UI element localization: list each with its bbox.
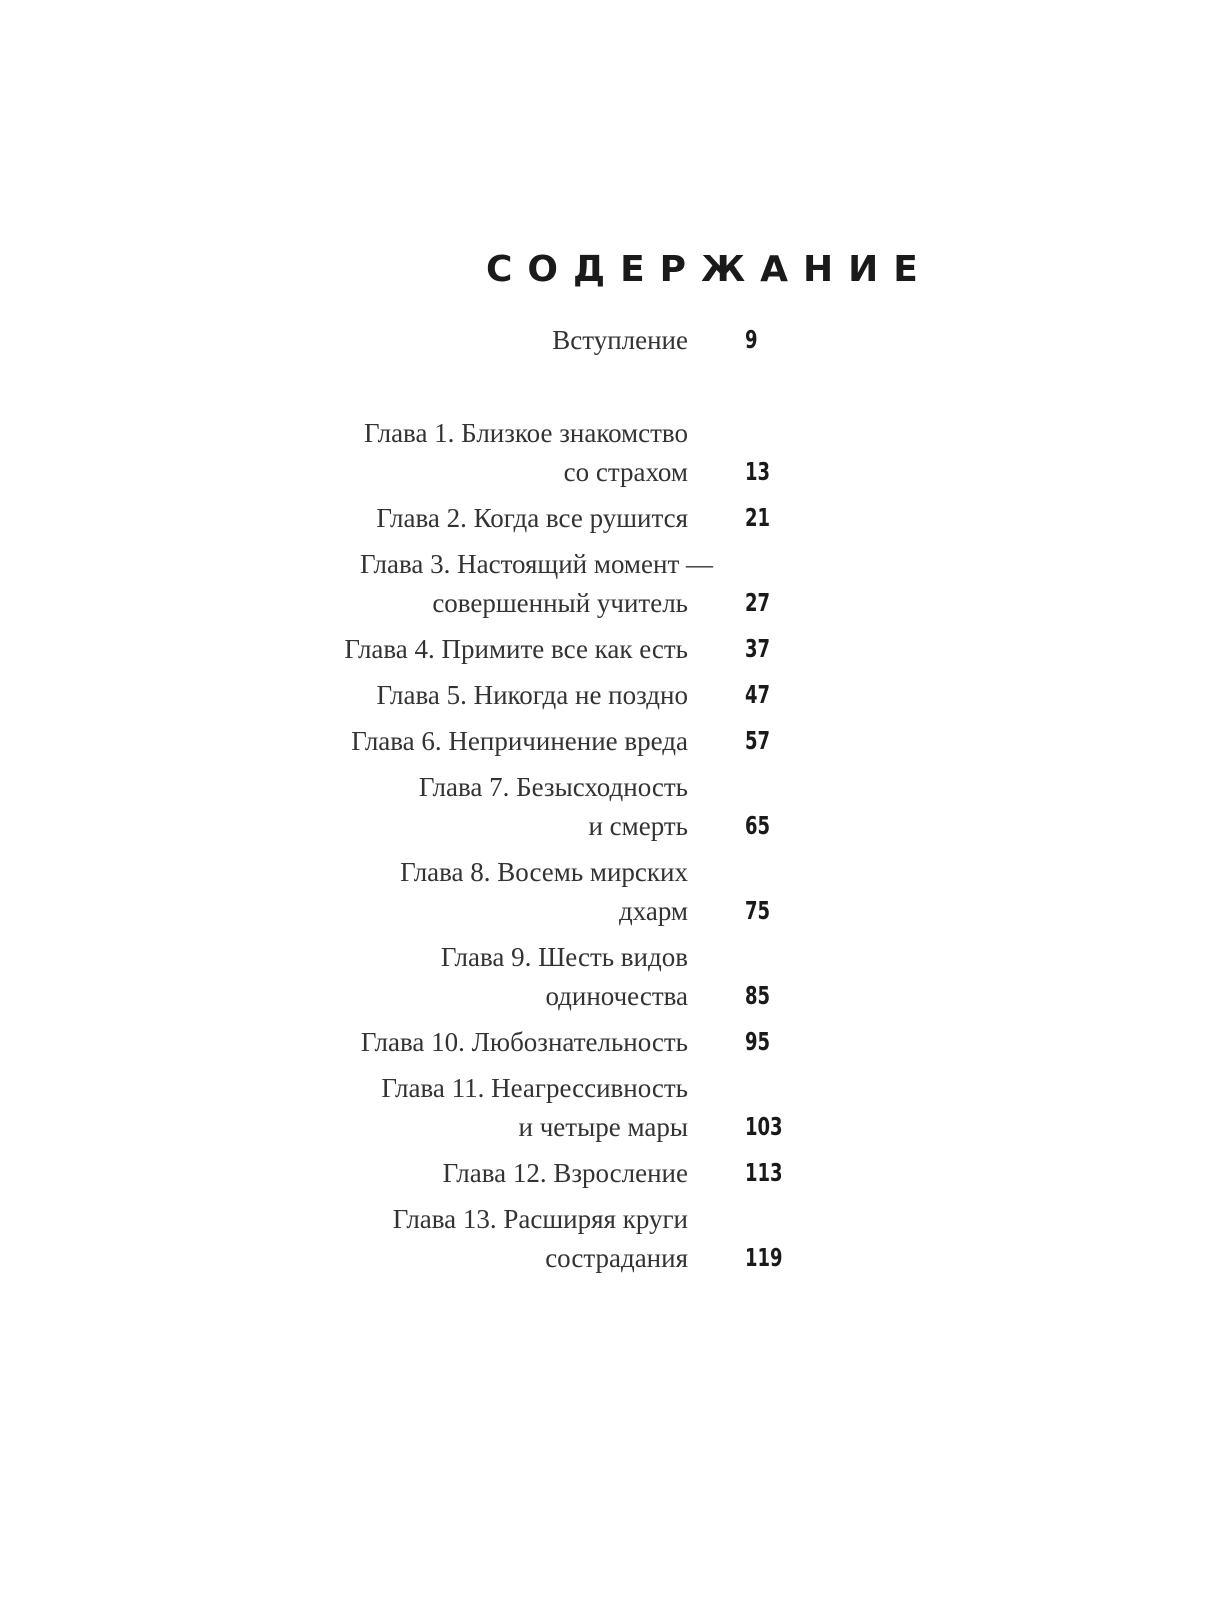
toc-entry-title: Глава 12. Взросление: [442, 1158, 688, 1188]
toc-entry-title: Глава 10. Любознательность: [360, 1027, 688, 1057]
toc-entry-title: Глава 13. Расширяя круги: [392, 1204, 688, 1234]
toc-entry-chapter-1-line-1: [0, 413, 1213, 453]
toc-entry-title: Глава 4. Примите все как есть: [344, 634, 688, 664]
toc-entry-chapter-8-line-1: [0, 852, 1213, 892]
toc-entry-chapter-5: [0, 675, 1213, 715]
toc-entry-chapter-2: [0, 498, 1213, 538]
toc-entry-title: со страхом: [563, 457, 688, 487]
toc-entry-page-number: 75: [745, 896, 771, 925]
toc-entry-title: Глава 9. Шесть видов: [440, 942, 688, 972]
toc-entry-title: сострадания: [545, 1243, 688, 1273]
toc-entry-page-number: 47: [745, 680, 771, 709]
toc-entry-page-number: 85: [745, 981, 771, 1010]
toc-entry-page-number: 21: [745, 503, 771, 532]
toc-entry-title: Глава 2. Когда все рушится: [376, 503, 688, 533]
toc-entry-intro: [0, 320, 1213, 360]
toc-entry-page-number: 113: [745, 1158, 783, 1187]
toc-entry-chapter-1-line-2: [0, 452, 1213, 492]
toc-entry-page-number: 9: [745, 325, 758, 354]
toc-entry-chapter-3-line-1: [0, 544, 1213, 584]
toc-entry-page-number: 103: [745, 1112, 783, 1141]
toc-entry-page-number: 57: [745, 726, 771, 755]
toc-entry-chapter-13-line-2: [0, 1238, 1213, 1278]
toc-entry-chapter-6: [0, 721, 1213, 761]
toc-entry-chapter-8-line-2: [0, 891, 1213, 931]
toc-entry-chapter-9-line-2: [0, 976, 1213, 1016]
toc-entry-page-number: 65: [745, 811, 771, 840]
toc-entry-title: Глава 7. Безысходность: [418, 772, 688, 802]
toc-entry-chapter-9-line-1: [0, 937, 1213, 977]
toc-entry-title: совершенный учитель: [432, 588, 688, 618]
toc-entry-page-number: 27: [745, 588, 771, 617]
toc-entry-chapter-11-line-1: [0, 1068, 1213, 1108]
toc-entry-page-number: 13: [745, 457, 771, 486]
toc-entry-title: и смерть: [588, 811, 688, 841]
toc-entry-title: и четыре мары: [518, 1112, 688, 1142]
toc-entry-chapter-4: [0, 629, 1213, 669]
toc-entry-chapter-12: [0, 1153, 1213, 1193]
toc-entry-chapter-10: [0, 1022, 1213, 1062]
toc-entry-chapter-13-line-1: [0, 1199, 1213, 1239]
toc-entry-chapter-7-line-1: [0, 767, 1213, 807]
toc-entry-chapter-3-line-2: [0, 583, 1213, 623]
toc-entry-title: Глава 8. Восемь мирских: [400, 857, 688, 887]
toc-entry-page-number: 95: [745, 1027, 771, 1056]
toc-entry-title: Глава 11. Неагрессивность: [381, 1073, 688, 1103]
toc-heading: СОДЕРЖАНИЕ: [486, 249, 933, 290]
toc-entry-chapter-11-line-2: [0, 1107, 1213, 1147]
toc-entry-chapter-7-line-2: [0, 806, 1213, 846]
toc-entry-page-number: 37: [745, 634, 771, 663]
toc-entry-title: одиночества: [545, 981, 688, 1011]
toc-entry-title: Глава 5. Никогда не поздно: [376, 680, 688, 710]
toc-entry-page-number: 119: [745, 1243, 783, 1272]
toc-entry-title: Глава 3. Настоящий момент —: [359, 549, 713, 579]
toc-entry-title: Глава 1. Близкое знакомство: [364, 418, 688, 448]
toc-entry-title: Вступление: [552, 325, 688, 355]
toc-entry-title: дхарм: [618, 896, 688, 926]
toc-entry-title: Глава 6. Непричинение вреда: [351, 726, 688, 756]
